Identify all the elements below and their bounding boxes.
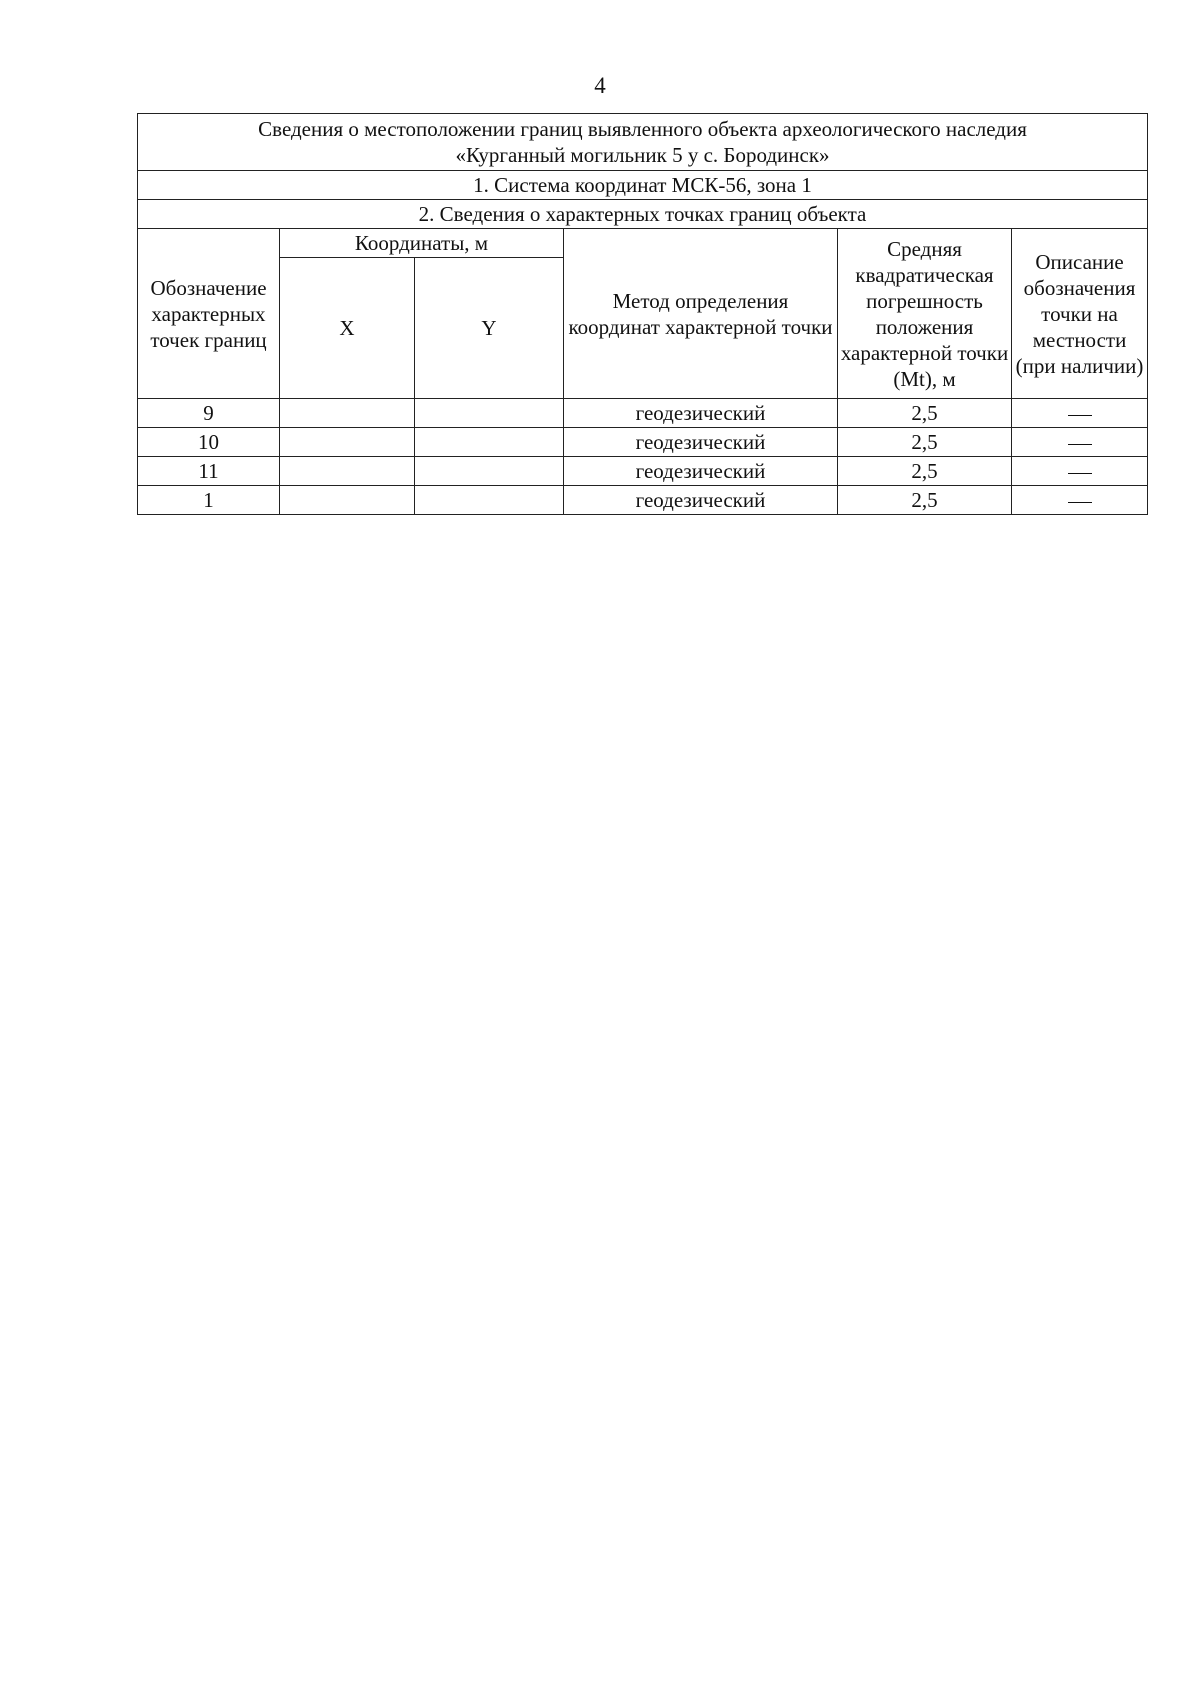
header-description: Описание обозначения точки на местности (при наличии) <box>1012 229 1148 399</box>
cell-error: 2,5 <box>838 457 1012 486</box>
header-method: Метод определения координат характерной точки <box>564 229 838 399</box>
cell-method: геодезический <box>564 399 838 428</box>
header-x: X <box>280 258 415 399</box>
cell-point: 9 <box>138 399 280 428</box>
section-coordinate-system: 1. Система координат МСК-56, зона 1 <box>138 171 1148 200</box>
section-points-info: 2. Сведения о характерных точках границ объекта <box>138 200 1148 229</box>
cell-description <box>1012 486 1148 515</box>
dash-mark <box>1068 444 1092 445</box>
cell-y <box>415 428 564 457</box>
cell-description <box>1012 457 1148 486</box>
header-y: Y <box>415 258 564 399</box>
table-row <box>138 457 1148 486</box>
table-row <box>138 399 1148 428</box>
table-title <box>138 114 1148 171</box>
cell-point: 10 <box>138 428 280 457</box>
cell-method: геодезический <box>564 428 838 457</box>
cell-point: 11 <box>138 457 280 486</box>
cell-description <box>1012 428 1148 457</box>
header-row-1 <box>138 229 1148 258</box>
table-title-row <box>138 114 1148 171</box>
table-title-line-2: «Курганный могильник 5 у с. Бородинск» <box>455 143 830 167</box>
cell-x <box>280 486 415 515</box>
dash-mark <box>1068 415 1092 416</box>
table-title-line-1: Сведения о местоположении границ выявленного объекта археологического наследия <box>258 117 1027 141</box>
cell-y <box>415 399 564 428</box>
cell-method: геодезический <box>564 486 838 515</box>
header-error: Средняя квадратическая погрешность положения характерной точки (Mt), м <box>838 229 1012 399</box>
cell-error: 2,5 <box>838 428 1012 457</box>
header-point: Обозначение характерных точек границ <box>138 229 280 399</box>
cell-y <box>415 486 564 515</box>
boundary-points-table <box>137 113 1148 515</box>
cell-y <box>415 457 564 486</box>
page-number: 4 <box>594 73 606 98</box>
cell-x <box>280 457 415 486</box>
cell-description <box>1012 399 1148 428</box>
section-row-coordinate-system <box>138 171 1148 200</box>
cell-error: 2,5 <box>838 399 1012 428</box>
section-row-points-info <box>138 200 1148 229</box>
cell-x <box>280 428 415 457</box>
table-row <box>138 486 1148 515</box>
dash-mark <box>1068 502 1092 503</box>
cell-method: геодезический <box>564 457 838 486</box>
dash-mark <box>1068 473 1092 474</box>
cell-error: 2,5 <box>838 486 1012 515</box>
cell-x <box>280 399 415 428</box>
table-row <box>138 428 1148 457</box>
cell-point: 1 <box>138 486 280 515</box>
header-coordinates: Координаты, м <box>280 229 564 258</box>
